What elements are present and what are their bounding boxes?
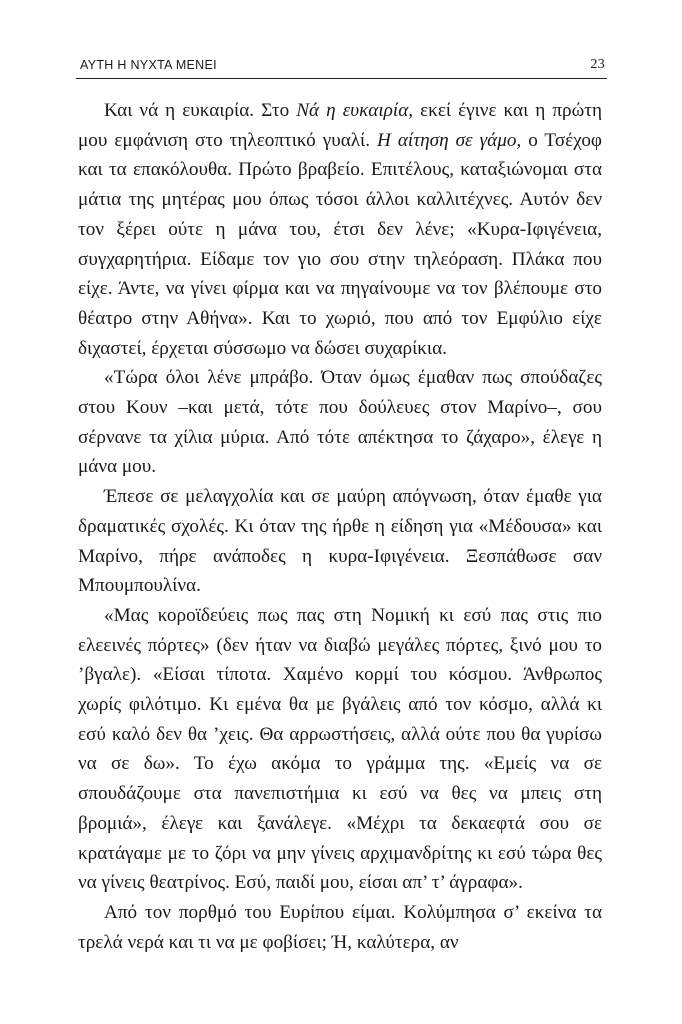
running-header: [76, 56, 607, 79]
text-run: ο Τσέχοφ και τα επακόλουθα. Πρώτο βραβείο. Επιτέλους, καταξιώνομαι στα μάτια της μητέρας μου όπως τόσοι άλλοι καλλιτέχνες. Αυτόν δεν τον ξέρει ούτε η μάνα του, έτσι δεν λένε; «Κυρα-Ιφιγένεια, συγχαρητήρια. Είδαμε τον γιο σου στην τηλεόραση. Πλάκα που είχε. Άντε, να γίνει φίρμα και να πηγαίνουμε να τον βλέπουμε στο θέατρο στην Αθήνα». Και το χωριό, που από τον Εμφύλιο είχε διχαστεί, έρχεται σύσσωμο να δώσει συχαρίκια.: [78, 129, 602, 359]
body-text: [78, 96, 602, 957]
text-run: Από τον πορθμό του Ευρίπου είμαι. Κολύμπησα σ’ εκείνα τα τρελά νερά και τι να με φοβίσει; Ή, καλύτερα, αν: [78, 901, 602, 953]
text-run: «Μας κοροϊδεύεις πως πας στη Νομική κι εσύ πας στις πιο ελεεινές πόρτες» (δεν ήταν να διαβώ μεγάλες πόρτες, ξινό μου το ’βγαλε). «Είσαι τίποτα. Χαμένο κορμί του κόσμου. Άνθρωπος χωρίς φιλότιμο. Κι εμένα θα με βγάλεις από τον κόσμο, αλλά κι εσύ καλό δεν θα ’χεις. Θα αρρωστήσεις, αλλά ούτε που θα γυρίσω να σε δω». Το έχω ακόμα το γράμμα της. «Εμείς να σε σπουδάζουμε στα πανεπιστήμια κι εσύ να θες να μπεις στη βρομιά», έλεγε και ξανάλεγε. «Μέχρι τα δεκαεφτά σου σε κρατάγαμε με το ζόρι να μην γίνεις αρχιμανδρίτης κι εσύ τώρα θες να γίνεις θεατρίνος. Εσύ, παιδί μου, είσαι απ’ τ’ άγραφα».: [78, 604, 602, 894]
italic-title: Η αίτηση σε γάμο,: [377, 129, 522, 151]
paragraph: [78, 96, 602, 363]
italic-title: Νά η ευκαιρία,: [296, 100, 414, 121]
paragraph: [78, 601, 602, 898]
paragraph: [78, 898, 602, 957]
text-run: Έπεσε σε μελαγχολία και σε μαύρη απόγνωση, όταν έμαθε για δραματικές σχολές. Κι όταν της ήρθε η είδηση για «Μέδουσα» και Μαρίνο, πήρε ανάποδες η κυρα-Ιφιγένεια. Ξεσπάθωσε σαν Μπουμπουλίνα.: [78, 486, 602, 597]
text-run: εκεί έγινε και η πρώτη μου εμφάνιση στο τηλεοπτικό γυαλί.: [78, 100, 602, 151]
running-title: ΑΥΤΗ Η ΝΥΧΤΑ ΜΕΝΕΙ: [80, 58, 217, 72]
text-run: Και νά η ευκαιρία. Στο: [104, 100, 297, 121]
paragraph: [78, 482, 602, 601]
paragraph: [78, 363, 602, 482]
page-number: 23: [590, 57, 605, 72]
text-run: «Τώρα όλοι λένε μπράβο. Όταν όμως έμαθαν πως σπούδαζες στου Κουν –και μετά, τότε που δούλευες στον Μαρίνο–, σου σέρνανε τα χίλια μύρια. Από τότε απέκτησα το ζάχαρο», έλεγε η μάνα μου.: [78, 367, 602, 478]
